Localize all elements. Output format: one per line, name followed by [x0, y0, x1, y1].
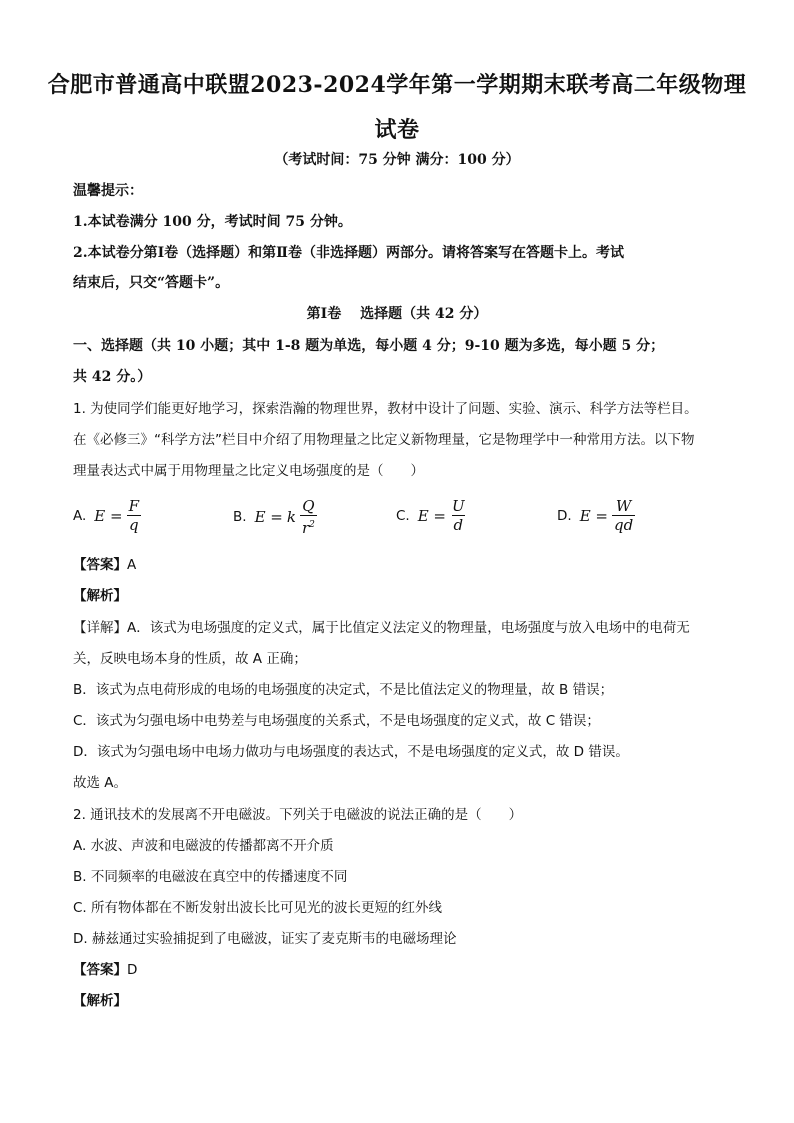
- q2-analysis-label: 【解析】: [73, 993, 127, 1009]
- formula-coefficient: k: [286, 508, 296, 526]
- formula: [94, 497, 141, 534]
- formula: [418, 497, 467, 534]
- numerator: U: [452, 497, 465, 515]
- answer-label: 【答案】: [73, 962, 127, 978]
- tips-item-2-line1: 2.本试卷分第Ⅰ卷（选择题）和第Ⅱ卷（非选择题）两部分。请将答案写在答题卡上。考试: [73, 245, 624, 261]
- option-letter: A.: [73, 507, 87, 524]
- answer-value: A: [127, 557, 137, 573]
- formula: [255, 497, 317, 537]
- fraction: [612, 497, 635, 534]
- q1-analysis-label: 【解析】: [73, 588, 127, 604]
- denominator-base: r: [301, 519, 310, 537]
- q2-option-c: C. 所有物体都在不断发射出波长比可见光的波长更短的红外线: [73, 900, 443, 916]
- option-letter: D.: [557, 507, 572, 524]
- q1-detail-line3: B．该式为点电荷形成的电场的电场强度的决定式，不是比值法定义的物理量，故 B 错误；: [73, 682, 614, 698]
- option-letter: C.: [396, 507, 410, 524]
- q2-option-b: B. 不同频率的电磁波在真空中的传播速度不同: [73, 869, 348, 885]
- q2-option-d: D. 赫兹通过实验捕捉到了电磁波，证实了麦克斯韦的电磁场理论: [73, 931, 457, 947]
- option-letter: B.: [233, 509, 247, 525]
- q1-option-a: [73, 497, 141, 534]
- denominator: [300, 515, 317, 537]
- numerator: F: [128, 497, 140, 515]
- formula-lhs: E =: [94, 506, 123, 525]
- q1-detail-line1: 【详解】A．该式为电场强度的定义式，属于比值定义法定义的物理量，电场强度与放入电场中的电荷无: [73, 620, 690, 636]
- document-title-line1: 合肥市普通高中联盟2023-2024学年第一学期期末联考高二年级物理: [47, 72, 747, 98]
- tips-item-1: 1.本试卷满分 100 分，考试时间 75 分钟。: [73, 214, 352, 230]
- q1-answer: [73, 555, 733, 575]
- fraction: [300, 497, 317, 537]
- fraction: [450, 497, 467, 534]
- formula-lhs: E =: [579, 506, 608, 525]
- q1-option-d: [557, 497, 635, 534]
- part-heading-line1: 一、选择题（共 10 小题；其中 1-8 题为单选，每小题 4 分；9-10 题为多选，每小题 5 分；: [73, 338, 665, 354]
- q1-detail-line5: D．该式为匀强电场中电场力做功与电场强度的表达式，不是电场强度的定义式，故 D 错误。: [73, 744, 629, 760]
- denominator: qd: [613, 516, 634, 534]
- tips-item-2-line2: 结束后，只交“答题卡”。: [73, 275, 230, 291]
- numerator: Q: [302, 497, 315, 515]
- q1-option-c: [396, 497, 467, 534]
- q1-stem-line3: 理量表达式中属于用物理量之比定义电场强度的是（ ）: [73, 463, 424, 479]
- part-heading-line2: 共 42 分。）: [73, 369, 152, 385]
- document-title-line2: 试卷: [374, 117, 420, 143]
- formula-lhs: E =: [254, 508, 283, 526]
- answer-label: 【答案】: [73, 557, 127, 573]
- tips-heading: 温馨提示：: [73, 183, 143, 199]
- fraction: [127, 497, 141, 534]
- formula-lhs: E =: [417, 506, 447, 525]
- q1-stem-line2: 在《必修三》“科学方法”栏目中介绍了用物理量之比定义新物理量，它是物理学中一种常用方法。以下物: [73, 432, 695, 448]
- q2-option-a: A. 水波、声波和电磁波的传播都离不开介质: [73, 838, 334, 854]
- formula: [580, 497, 636, 534]
- exam-info: （考试时间：75 分钟 满分：100 分）: [274, 152, 520, 168]
- q1-option-b: [233, 497, 317, 537]
- q1-detail-line2: 关，反映电场本身的性质，故 A 正确；: [73, 651, 307, 667]
- q2-answer: [73, 960, 733, 980]
- denominator: d: [453, 516, 464, 534]
- denominator-exponent: 2: [309, 520, 315, 530]
- answer-value: D: [127, 962, 138, 978]
- numerator: W: [615, 497, 632, 515]
- q1-detail-line4: C．该式为匀强电场中电势差与电场强度的关系式，不是电场强度的定义式，故 C 错误；: [73, 713, 600, 729]
- q1-conclusion: 故选 A。: [73, 775, 128, 791]
- q1-stem-line1: 1. 为使同学们能更好地学习，探索浩瀚的物理世界，教材中设计了问题、实验、演示、科学方法等栏目。: [73, 401, 698, 417]
- section-heading: 第Ⅰ卷 选择题（共 42 分）: [306, 306, 488, 322]
- q2-stem: 2. 通讯技术的发展离不开电磁波。下列关于电磁波的说法正确的是（ ）: [73, 807, 523, 823]
- denominator: q: [129, 516, 139, 534]
